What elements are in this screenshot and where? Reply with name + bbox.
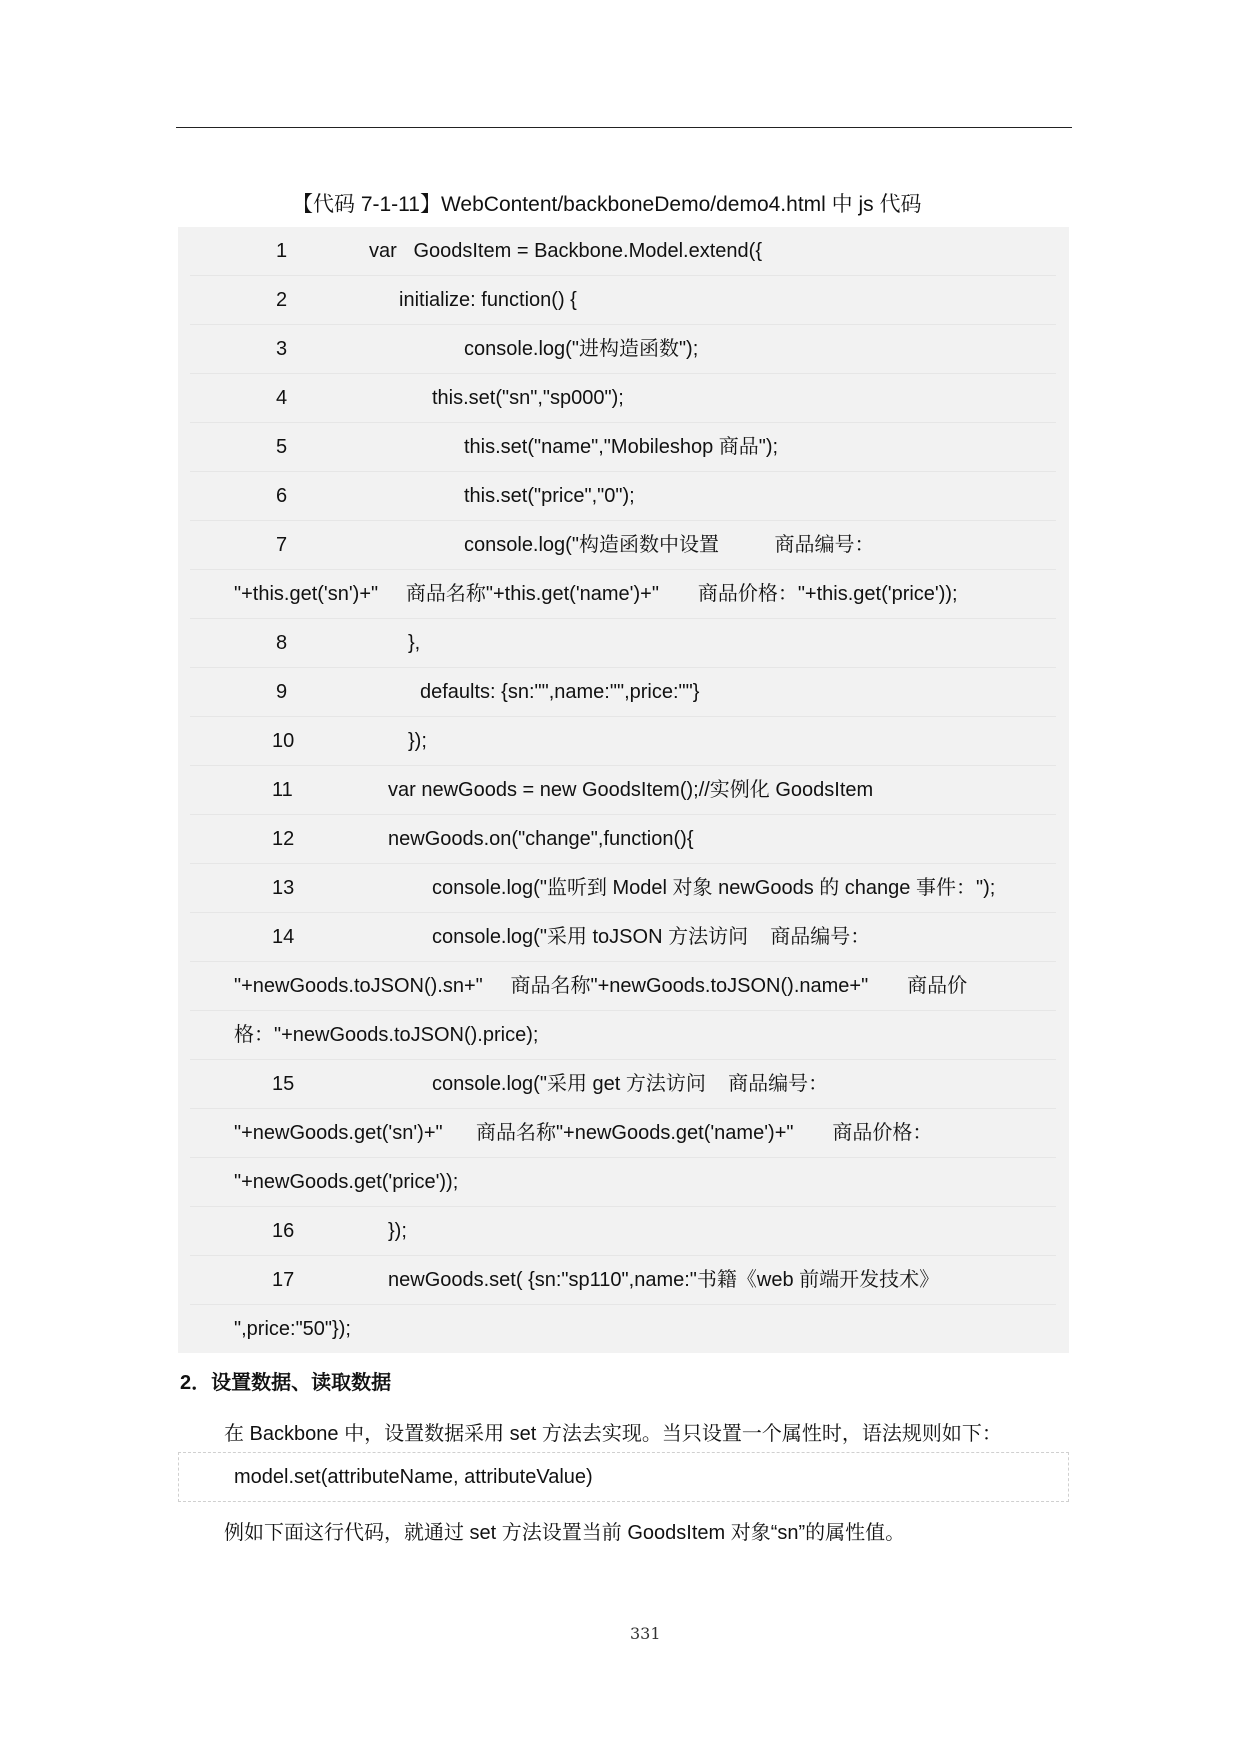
line-number: 16	[272, 1220, 295, 1242]
row-separator	[190, 569, 1056, 570]
paragraph-2: 例如下面这行代码，就通过 set 方法设置当前 GoodsItem 对象“sn”的属性值。	[224, 1522, 906, 1544]
row-separator	[190, 1304, 1056, 1305]
row-separator	[190, 471, 1056, 472]
line-number: 2	[276, 289, 288, 311]
code-line: },	[408, 632, 421, 654]
line-number: 12	[272, 828, 295, 850]
row-separator	[190, 1255, 1056, 1256]
row-separator	[190, 422, 1056, 423]
row-separator	[190, 520, 1056, 521]
code-line: console.log("采用 toJSON 方法访问 商品编号：	[432, 926, 871, 948]
code-line: console.log("构造函数中设置 商品编号：	[464, 534, 875, 556]
code-line: var newGoods = new GoodsItem();//实例化 GoodsItem	[388, 779, 874, 801]
line-number: 3	[276, 338, 288, 360]
line-number: 14	[272, 926, 295, 948]
code-line-continuation: "+newGoods.get('sn')+" 商品名称"+newGoods.get('name')+" 商品价格：	[234, 1122, 933, 1144]
row-separator	[190, 373, 1056, 374]
row-separator	[190, 1157, 1056, 1158]
row-separator	[190, 716, 1056, 717]
row-separator	[190, 814, 1056, 815]
code-line: this.set("price","0");	[464, 485, 635, 507]
code-line-continuation: "+newGoods.get('price'));	[234, 1171, 459, 1193]
line-number: 5	[276, 436, 288, 458]
line-number: 6	[276, 485, 288, 507]
line-number: 4	[276, 387, 288, 409]
paragraph-1: 在 Backbone 中，设置数据采用 set 方法去实现。当只设置一个属性时，语法规则如下：	[224, 1423, 1002, 1445]
row-separator	[190, 667, 1056, 668]
line-number: 13	[272, 877, 295, 899]
row-separator	[190, 1206, 1056, 1207]
line-number: 8	[276, 632, 288, 654]
row-separator	[190, 1108, 1056, 1109]
line-number: 11	[272, 779, 293, 801]
header-rule	[176, 127, 1072, 128]
line-number: 7	[276, 534, 288, 556]
code-line: });	[408, 730, 427, 752]
code-line: console.log("进构造函数");	[464, 338, 699, 360]
code-line: });	[388, 1220, 407, 1242]
line-number: 15	[272, 1073, 295, 1095]
code-line: newGoods.on("change",function(){	[388, 828, 694, 850]
row-separator	[190, 765, 1056, 766]
code-line: console.log("采用 get 方法访问 商品编号：	[432, 1073, 829, 1095]
code-line-continuation: "+newGoods.toJSON().sn+" 商品名称"+newGoods.toJSON().name+" 商品价	[234, 975, 968, 997]
code-line-continuation: 格："+newGoods.toJSON().price);	[234, 1024, 539, 1046]
row-separator	[190, 912, 1056, 913]
line-number: 1	[276, 240, 288, 262]
code-line: this.set("name","Mobileshop 商品");	[464, 436, 779, 458]
row-separator	[190, 863, 1056, 864]
row-separator	[190, 618, 1056, 619]
code-line: defaults: {sn:"",name:"",price:""}	[420, 681, 700, 703]
syntax-code: model.set(attributeName, attributeValue)	[234, 1466, 593, 1488]
row-separator	[190, 1059, 1056, 1060]
code-line: var GoodsItem = Backbone.Model.extend({	[369, 240, 762, 262]
code-line: console.log("监听到 Model 对象 newGoods 的 change 事件：");	[432, 877, 996, 899]
page-number: 331	[630, 1624, 661, 1643]
code-caption: 【代码 7-1-11】WebContent/backboneDemo/demo4.html 中 js 代码	[292, 193, 922, 216]
line-number: 10	[272, 730, 295, 752]
row-separator	[190, 961, 1056, 962]
code-line: this.set("sn","sp000");	[432, 387, 624, 409]
code-line-continuation: "+this.get('sn')+" 商品名称"+this.get('name')+" 商品价格："+this.get('price'));	[234, 583, 958, 605]
row-separator	[190, 1010, 1056, 1011]
line-number: 17	[272, 1269, 295, 1291]
row-separator	[190, 275, 1056, 276]
row-separator	[190, 324, 1056, 325]
line-number: 9	[276, 681, 288, 703]
section-heading: 2．设置数据、读取数据	[180, 1372, 392, 1394]
code-line: newGoods.set( {sn:"sp110",name:"书籍《web 前端开发技术》	[388, 1269, 940, 1291]
code-line-continuation: ",price:"50"});	[234, 1318, 351, 1340]
code-line: initialize: function() {	[399, 289, 577, 311]
